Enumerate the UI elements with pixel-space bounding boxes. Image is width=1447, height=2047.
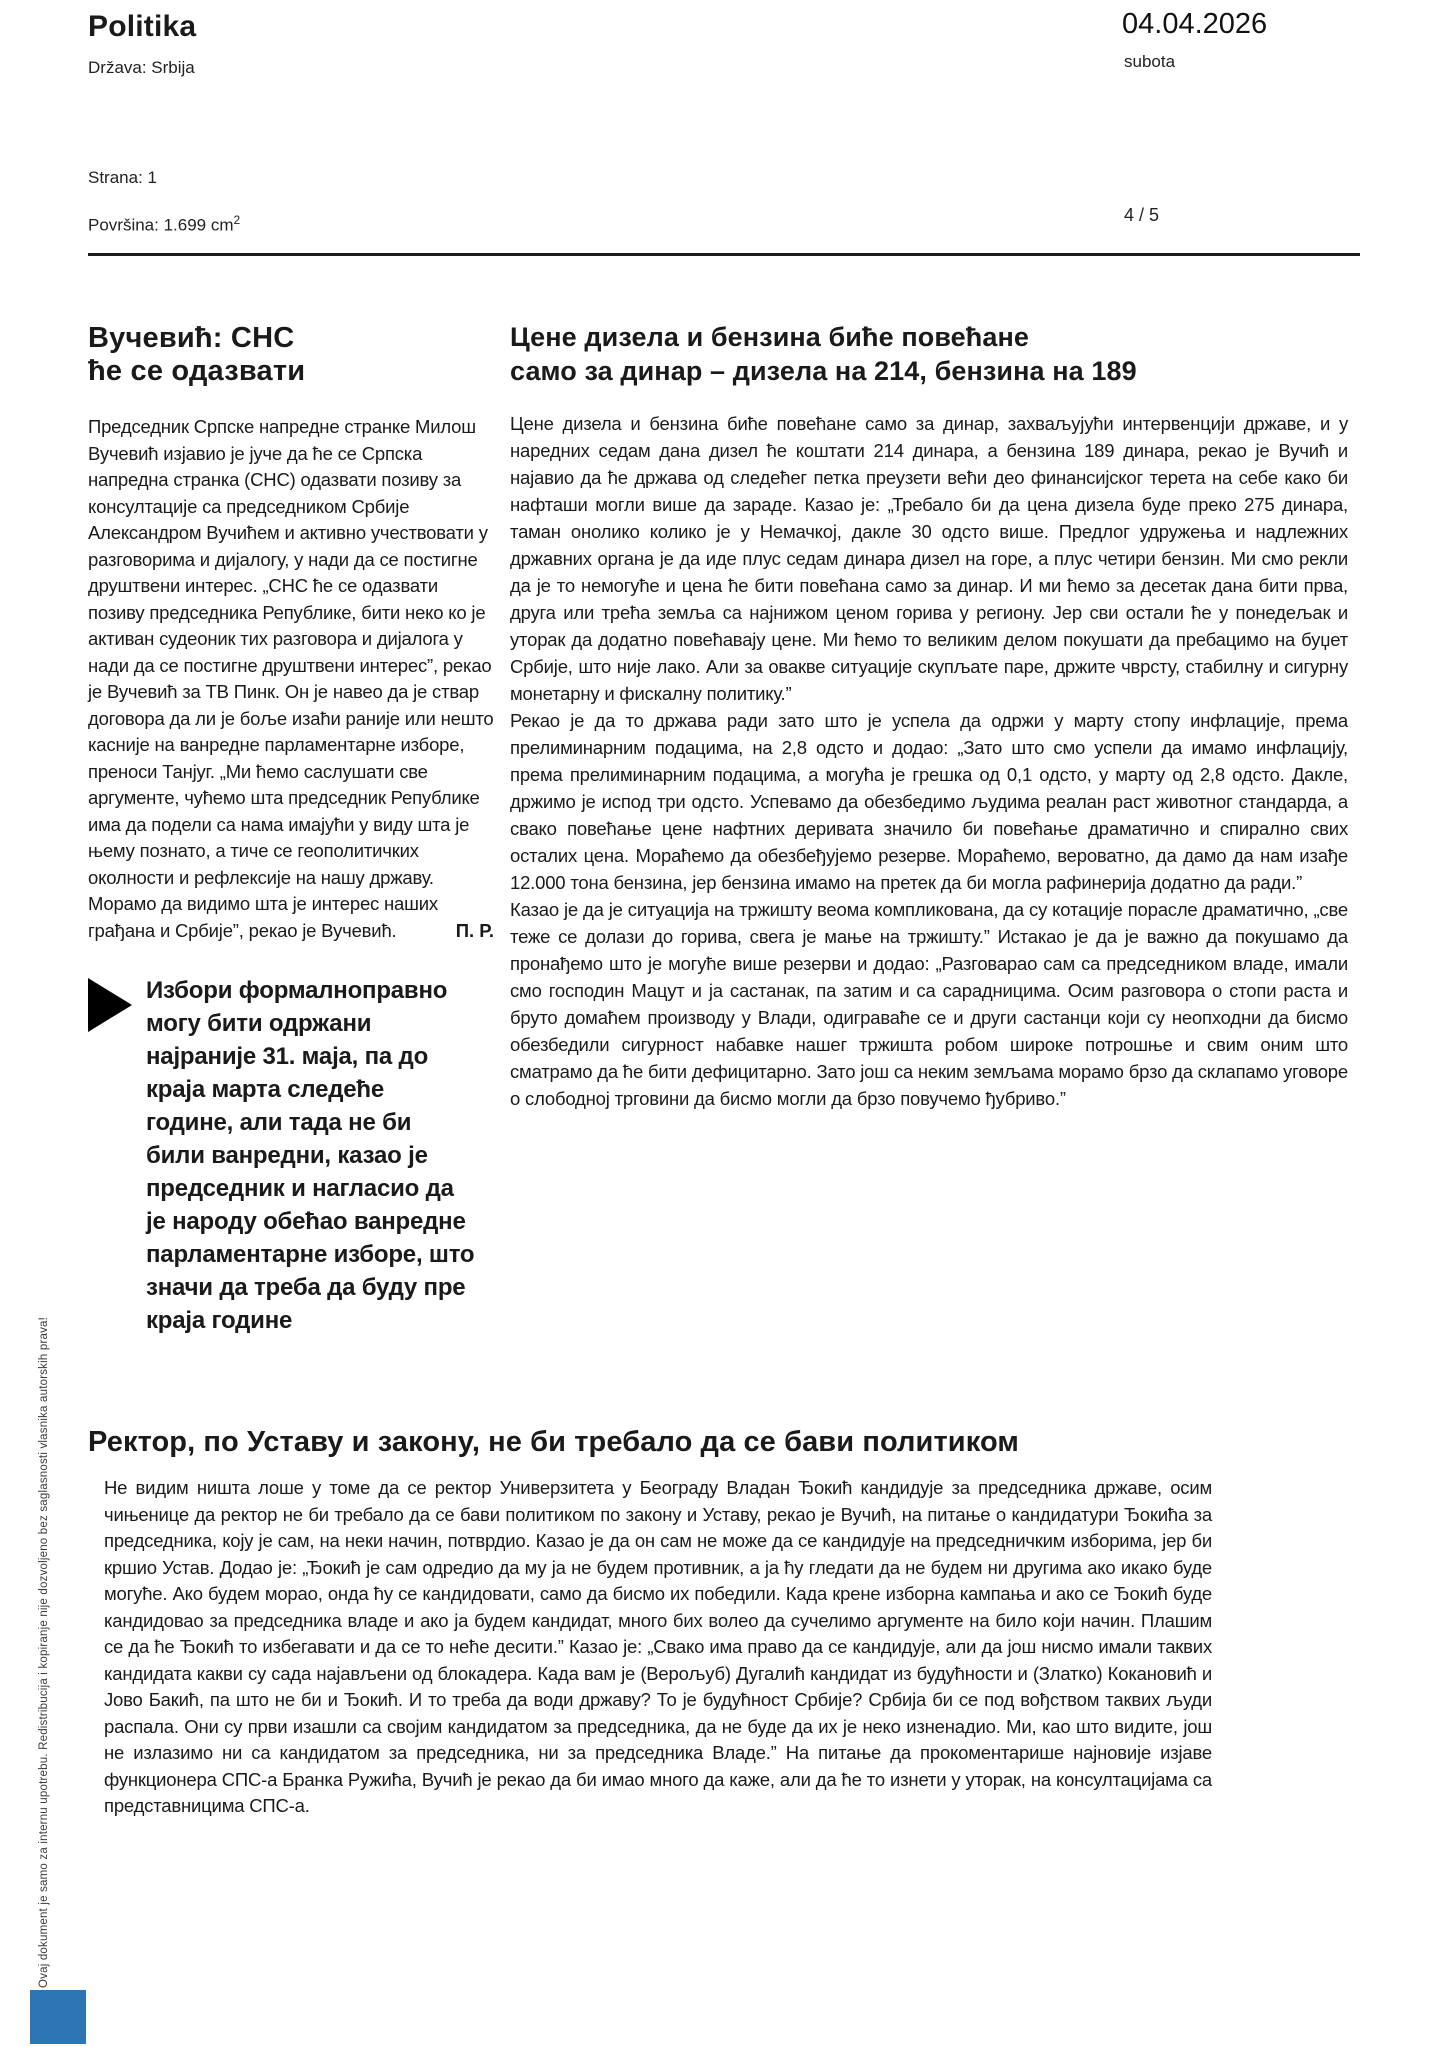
area-label <box>88 213 240 236</box>
page-number-label: Strana: 1 <box>88 168 157 187</box>
pullquote-text: Избори формалноправно могу бити одржани најраније 31. маја, па до краја марта следеће године, али тада не би били ванредни, казао је председник и нагласио да је народу обећао ванредне парламентарне изборе, што значи да треба да буду пре краја године <box>146 977 475 1334</box>
article-rector-title: Ректор, по Уставу и закону, не би требало да се бави политиком <box>88 1426 1019 1458</box>
article-fuel-title <box>510 320 1348 388</box>
article-snc-signature: П. Р. <box>455 919 494 941</box>
article-rector-body: Не видим ништа лоше у томе да се ректор Универзитета у Београду Владан Ђокић кандидује за председника државе, осим чињенице да ректор не би требало да се бави политиком по закону и Уставу, рекао је Вучић, на питање о кандидатури Ђокића за председника, коју је сам, на неки начин, потврдио. Казао је да он сам не може да се кандидује на председничким изборима, јер би кршио Устав. Додао је: „Ђокић је сам одредио да му ја не будем противник, а ја ћу гледати да не будем ни другима ако икако буде могуће. Ако будем морао, онда ћу се кандидовати, само да бисмо их победили. Када крене изборна кампања и ако се Ђокић буде кандидовао за председника владе и ако ја будем кандидат, много бих волео да сучелимо аргументе на било који начин. Плашим се да ће Ђокић то избегавати и да се то неће десити.” Казао је: „Свако има право да се кандидује, али да још нисмо имали таквих кандидата какви су сада најављени од блокадера. Када вам је (Верољуб) Дугалић кандидат из будућности и (Златко) Кокановић и Јово Бакић, па што не би и Ђокић. И то треба да води државу? То је будућност Србије? Србија би се под вођством таквих људи распала. Они су први изашли са својим кандидатом за председника, да не буде да их је неко изненадио. Ми, као што видите, још не излазимо ни са кандидатом за председника, ни за председника Владе.” На питање да прокоментарише најновије изјаве функционера СПС-а Бранка Ружића, Вучић је рекао да би имао много да каже, али да ће то изнети у уторак, на консултацијама са представницима СПС-а. <box>104 1477 1212 1816</box>
article-snc-title-line2: ће се одазвати <box>88 355 306 387</box>
article-snc-title <box>88 322 496 388</box>
area-superscript: 2 <box>233 213 241 227</box>
article-fuel-paragraph: Рекао је да то држава ради зато што је успела да одржи у марту стопу инфлације, према прелиминарним подацима, на 2,8 одсто и додао: „Зато што смо успели да имамо инфлацију, према прелиминарним подацима, а могућа је грешка од 0,1 одсто, у марту од 2,8 одсто. Дакле, држимо је испод три одсто. Успевамо да обезбедимо људима реалан раст животног стандарда, а свако повећање цене нафтних деривата значило би повећање драматично и спирално свих осталих цена. Мораћемо да обезбеђујемо резерве. Мораћемо, вероватно, да дамо да нам изађе 12.000 тона бензина, јер бензина имамо на претек да би могла рафинерија додатно да ради.” <box>510 710 1348 893</box>
weekday-label: subota <box>1124 52 1176 71</box>
right-column <box>510 320 1348 1112</box>
article-snc-title-line1: Вучевић: СНС <box>88 322 295 354</box>
header-divider <box>88 253 1360 256</box>
area-label-text: Površina: 1.699 cm <box>88 215 234 235</box>
pagination-indicator: 4 / 5 <box>1124 205 1160 225</box>
triangle-marker-icon <box>88 978 132 1032</box>
article-rector <box>88 1426 1360 1820</box>
copyright-notice: Ovaj dokument je samo za internu upotrebu. Redistribucija i kopiranje nije dozvoljeno bez saglasnosti vlasnika autorskih prava! <box>38 1316 50 1988</box>
article-fuel-body <box>510 410 1348 1112</box>
article-fuel-title-line2: само за динар – дизела на 214, бензина на 189 <box>510 356 1137 386</box>
country-label: Država: Srbija <box>88 58 195 77</box>
article-fuel-paragraph: Казао је да је ситуација на тржишту веома компликована, да су котације порасле драматично, „све теже се долази до горива, свега је мање на тржишту.” Истакао је да је важно да покушамо да пронађемо што је могуће више резерви и додао: „Разговарао сам са председником владе, имали смо господин Мацут и ја састанак, па затим и са сарадницима. Осим разговора о стопи раста и бруто домаћем производу у Влади, одиграваће се и други састанци који су неопходни да бисмо обезбедили сигурност набавке нашег тржишта робом широке потрошње и свим оним што сматрамо да ће бити дефицитарно. Зато још са неким земљама морамо брзо да склапамо уговоре о слободној трговини да бисмо могли да брзо повучемо ђубриво.” <box>510 899 1348 1109</box>
pullquote <box>88 974 496 1337</box>
article-fuel-title-line1: Цене дизела и бензина биће повећане <box>510 322 1030 352</box>
source-title: Politika <box>88 10 197 43</box>
clipping-date: 04.04.2026 <box>1122 8 1268 40</box>
article-snc-body: Председник Српске напредне странке Милош Вучевић изјавио је јуче да ће се Српска напредна странка (СНС) одазвати позиву за консултације са председником Србије Александром Вучићем и активно учествовати у разговорима и дијалогу, у нади да се постигне друштвени интерес. „СНС ће се одазвати позиву председника Републике, бити неко ко је активан судеоник тих разговора и дијалога у нади да се постигне друштвени интерес”, рекао је Вучевић за ТВ Пинк. Он је навео да је ствар договора да ли је боље изаћи раније или нешто касније на ванредне парламентарне изборе, преноси Танјуг. „Ми ћемо саслушати све аргументе, чућемо шта председник Републике има да подели са нама имајући у виду шта је њему познато, а тиче се геополитичких околности и рефлексије на нашу државу. Морамо да видимо шта је интерес наших грађана и Србије”, рекао је Вучевић. <box>88 416 494 941</box>
article-fuel-paragraph: Цене дизела и бензина биће повећане само за динар, захваљујући интервенцији државе, и у наредних седам дана дизел ће коштати 214 динара, а бензина 189 динара, рекао је Вучић и најавио да ће држава од следећег петка преузети већи део финансијског терета на себе како би нафташи могли више да зараде. Казао је: „Требало би да цена дизела буде преко 275 динара, таман онолико колико је у Немачкој, дакле 30 одсто више. Предлог удружења и надлежних државних органа је да иде плус седам динара дизел на горе, а плус четири бензин. Ми смо рекли да је то немогуће и цена ће бити повећана само за динар. И ми ћемо за десетак дана бити прва, друга или трећа земља са најнижом ценом горива у региону. Јер сви остали ће у понедељак и уторак да додатно повећавају цене. Ми ћемо то великим делом покушати да пребацимо на буџет Србије, што није лако. Али за овакве ситуације скупљате паре, држите чврсту, стабилну и сигурну монетарну и фискалну политику.” <box>510 413 1348 704</box>
brand-mark <box>30 1990 86 2044</box>
left-column <box>88 322 496 1337</box>
